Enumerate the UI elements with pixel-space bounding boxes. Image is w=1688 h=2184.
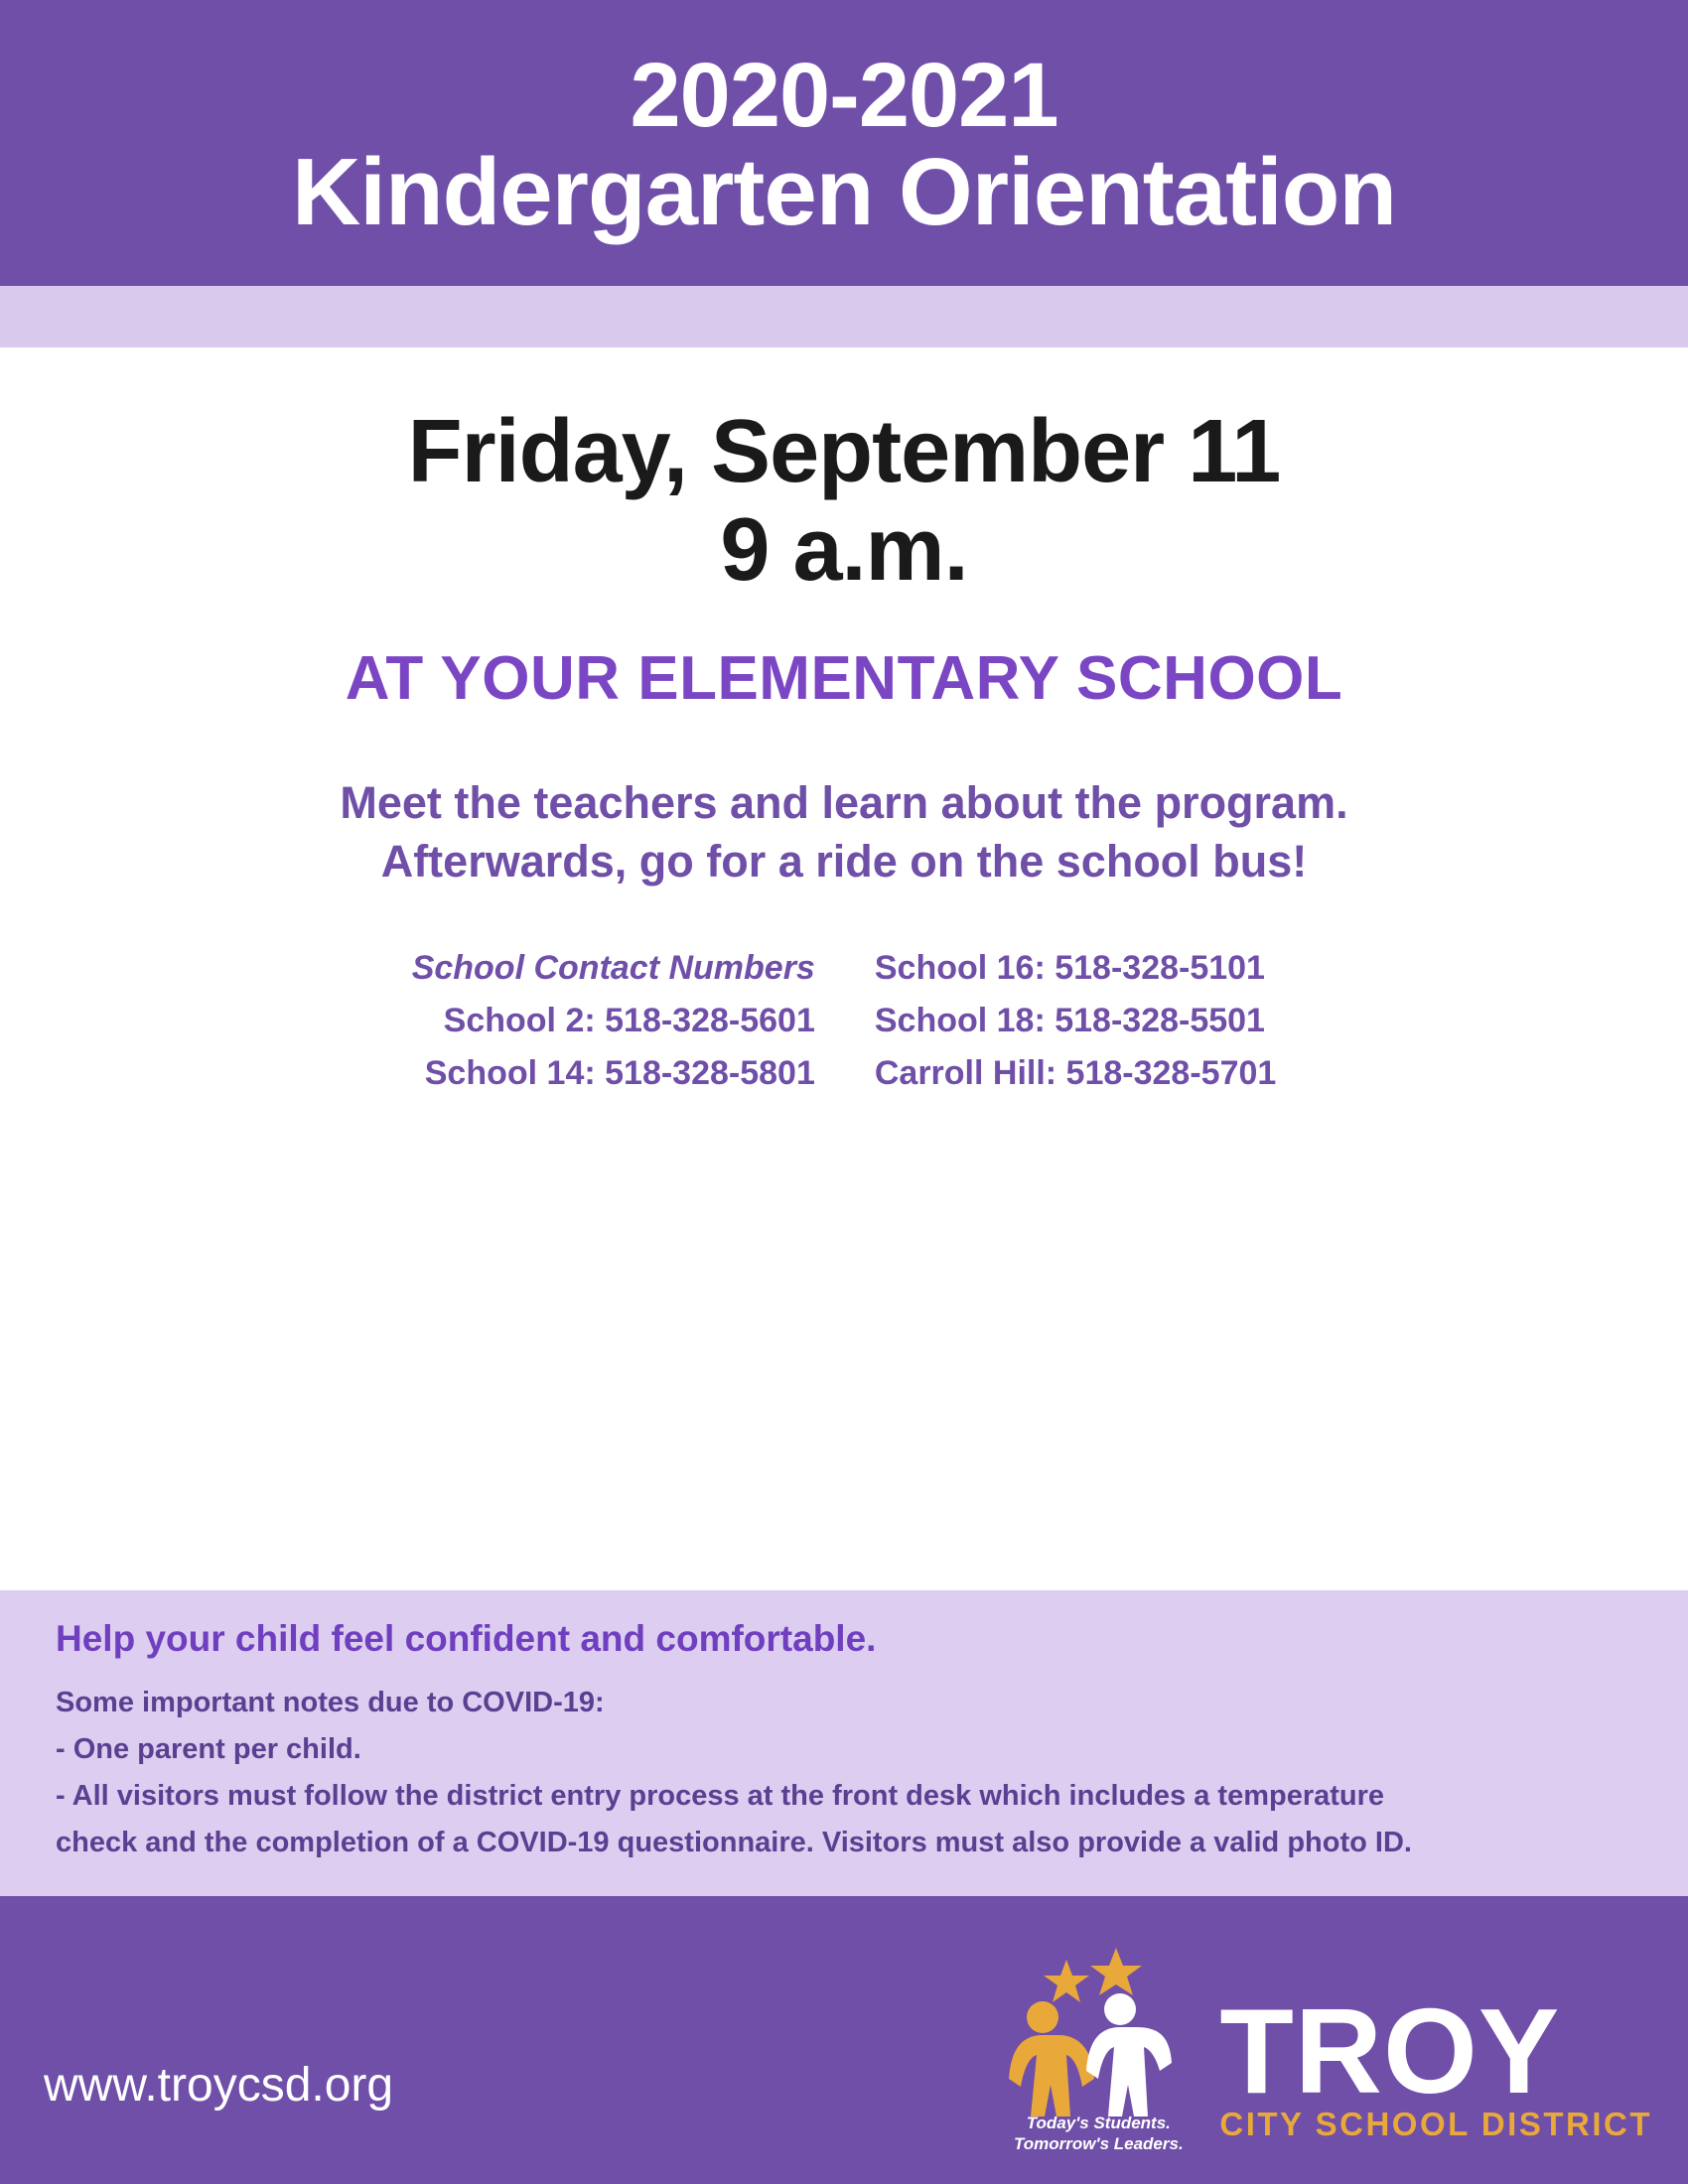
logo-wordmark — [1219, 1983, 1652, 2158]
header-school-year: 2020-2021 — [630, 45, 1058, 146]
logo-tagline — [999, 2113, 1197, 2155]
notes-line: - One parent per child. — [56, 1733, 361, 1766]
contacts-column-left — [412, 942, 815, 1099]
contacts-column-right — [875, 942, 1276, 1099]
school-contacts — [40, 942, 1648, 1139]
covid-notes-band — [0, 1590, 1688, 1896]
header-band — [0, 0, 1688, 286]
notes-line: check and the completion of a COVID-19 questionnaire. Visitors must also provide a valid photo ID. — [56, 1827, 1412, 1859]
event-description — [40, 773, 1648, 891]
event-location: AT YOUR ELEMENTARY SCHOOL — [345, 643, 1343, 713]
logo-figures-icon — [981, 1940, 1209, 2158]
logo-tagline-line-2: Tomorrow's Leaders. — [1014, 2133, 1184, 2153]
header-divider-bar — [0, 286, 1688, 347]
contact-item: School 18: 518-328-5501 — [874, 1002, 1265, 1040]
header-title: Kindergarten Orientation — [291, 138, 1397, 245]
footer-band — [0, 1896, 1688, 2184]
event-date: Friday, September 11 — [407, 401, 1281, 501]
logo-subtitle: CITY SCHOOL DISTRICT — [1219, 2106, 1652, 2143]
contact-item: Carroll Hill: 518-328-5701 — [874, 1053, 1277, 1092]
event-description-line-1: Meet the teachers and learn about the program. — [340, 776, 1348, 828]
notes-line: - All visitors must follow the district entry process at the front desk which includes a temperature — [56, 1780, 1385, 1813]
contact-item: School 14: 518-328-5801 — [424, 1053, 815, 1092]
event-description-line-2: Afterwards, go for a ride on the school bus! — [380, 836, 1308, 887]
contacts-heading: School Contact Numbers — [411, 949, 815, 988]
event-time: 9 a.m. — [720, 499, 968, 600]
contact-item: School 16: 518-328-5101 — [874, 949, 1265, 988]
notes-line: Some important notes due to COVID-19: — [56, 1687, 605, 1719]
logo-name: TROY — [1219, 1983, 1561, 2119]
logo-tagline-line-1: Today's Students. — [1026, 2113, 1171, 2132]
website-url[interactable]: www.troycsd.org — [44, 2059, 394, 2112]
main-content — [0, 347, 1688, 1590]
notes-title: Help your child feel confident and comfortable. — [56, 1618, 877, 1660]
contact-item: School 2: 518-328-5601 — [443, 1002, 815, 1040]
district-logo — [981, 1940, 1652, 2158]
